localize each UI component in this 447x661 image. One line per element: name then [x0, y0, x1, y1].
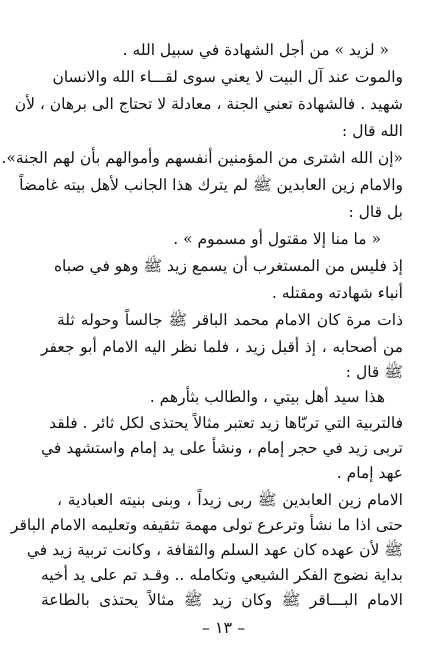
page-number: – ١٣ – — [201, 618, 246, 637]
text-line-12: من أصحابه ، إذ أقبل زيد ، فلما نظر اليه الامام أبو جعفر — [41, 338, 403, 356]
text-line-15: فالتربية التي تربّاها زيد تعتبر مثالاً يحتذى لكل ثائر . فلقد — [49, 414, 403, 432]
text-line-11: ذات مرة كان الامام محمد الباقر ﷺ جالساً وحوله ثلة — [57, 311, 403, 329]
text-line-10: أنباء شهادته ومقتله . — [271, 284, 403, 302]
text-line-21: بداية نضوج الفكر الشيعي وتكامله .. وقـد تم على يد أخيه — [41, 566, 403, 584]
text-line-19: حتى اذا ما نشأ وترعرع تولى مهمة تثقيفه وتعليمه الامام الباقر — [10, 516, 403, 534]
text-line-3: شهيد . فالشهادة تعني الجنة ، معادلة لا تحتاج الى برهان ، لأن — [14, 95, 403, 113]
text-line-16: تربى زيد في حجر إمام ، ونشأ على يد إمام واستشهد في — [41, 439, 403, 457]
text-line-9: إذ فليس من المستغرب أن يسمع زيد ﷺ وهو في صباه — [53, 257, 403, 275]
text-line-13: ﷺ قال : — [345, 363, 403, 381]
text-line-14: هذا سيد أهل بيتي ، والطالب بثأرهم . — [149, 388, 385, 406]
text-line-18: الامام زين العابدين ﷺ ربى زيداً ، وبنى بنيته العبادية ، — [57, 491, 403, 509]
text-line-17: عهد إمام . — [336, 464, 403, 482]
text-line-8: « ما منا إلا مقتول أو مسموم » . — [173, 230, 381, 248]
text-line-2: والموت عند آل البيت لا يعني سوى لقـــاء الله والانسان — [52, 68, 403, 86]
text-line-6: والامام زين العابدين ﷺ لم يترك هذا الجانب لأهل بيته غامضاً — [19, 176, 403, 194]
text-line-5: «إن الله اشترى من المؤمنين أنفسهم وأموالهم بأن لهم الجنة». — [1, 149, 403, 167]
text-line-4: الله قال : — [342, 122, 403, 140]
text-line-7: بل قال : — [348, 203, 403, 221]
text-line-22: الامام البـــاقر ﷺ وكان زيد ﷺ مثالاً يحتذى بالطاعة — [41, 591, 403, 609]
text-line-1: « لزيد » من أجل الشهادة في سبيل الله . — [122, 41, 389, 59]
text-line-20: ﷺ لأن عهده كان عهد السلم والثقافة ، وكانت تربية زيد في — [26, 541, 403, 559]
